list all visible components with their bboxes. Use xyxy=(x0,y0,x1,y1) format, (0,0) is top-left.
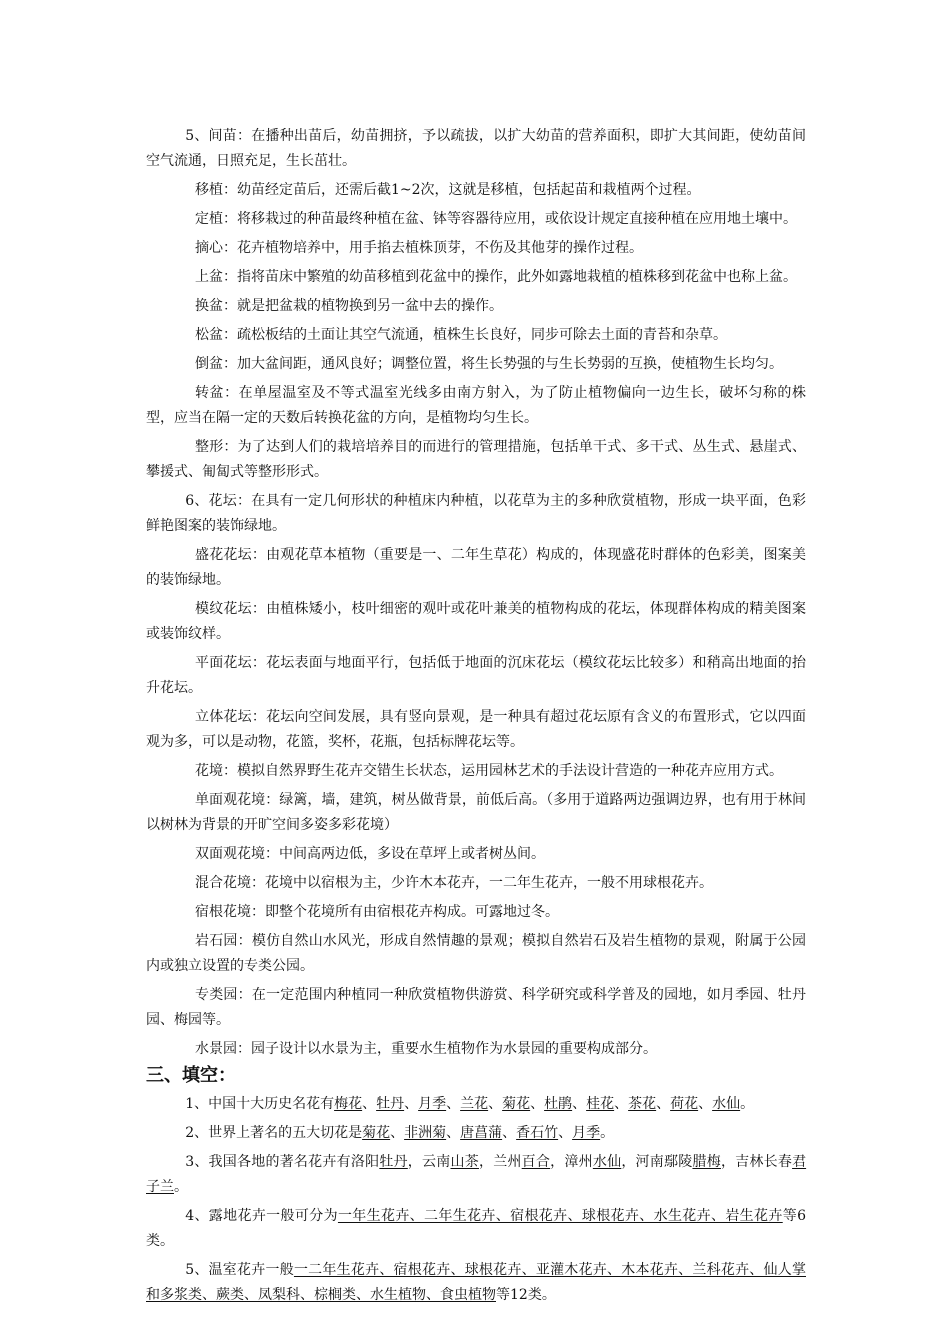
answer-blank: 君子兰 xyxy=(146,1154,807,1195)
answer-blank: 一二年生花卉、宿根花卉、球根花卉、亚灌木花卉、木本花卉、兰科花卉、仙人掌和多浆类、蕨类、凤梨科、棕榈类、水生植物、食虫植物 xyxy=(146,1262,806,1303)
term-zhengxing: 整形：为了达到人们的栽培培养目的而进行的管理措施，包括单干式、多干式、丛生式、悬崖式、攀援式、匍匐式等整形形式。 xyxy=(146,439,806,480)
answer-blank: 山茶 xyxy=(450,1154,479,1170)
answer-blank: 非洲菊 xyxy=(404,1125,447,1141)
fill-question-2: 2、世界上著名的五大切花是菊花、非洲菊、唐菖蒲、香石竹、月季。 xyxy=(185,1125,615,1141)
answer-blank: 一年生花卉、二年生花卉、宿根花卉、球根花卉、水生花卉、岩生花卉 xyxy=(337,1208,783,1224)
term-liti-huatan: 立体花坛：花坛向空间发展，具有竖向景观，是一种具有超过花坛原有含义的布置形式，它以四面观为多，可以是动物，花篮，奖杯，花瓶，包括标牌花坛等。 xyxy=(146,709,806,750)
term-huatan: 6、花坛：在具有一定几何形状的种植床内种植，以花草为主的多种欣赏植物，形成一块平面，色彩鲜艳图案的装饰绿地。 xyxy=(146,493,806,534)
question-text: 2、世界上著名的五大切花是 xyxy=(185,1125,363,1141)
term-mowen-huatan: 模纹花坛：由植株矮小，枝叶细密的观叶或花叶兼美的植物构成的花坛，体现群体构成的精美图案或装饰纹样。 xyxy=(146,601,806,642)
answer-blank: 水仙 xyxy=(712,1096,741,1112)
question-text: 。 xyxy=(174,1179,188,1195)
term-zhuanleiyuan: 专类园：在一定范围内种植同一种欣赏植物供游赏、科学研究或科学普及的园地，如月季园、牡丹园、梅园等。 xyxy=(146,987,806,1028)
answer-blank: 菊花 xyxy=(502,1096,531,1112)
answer-blank: 菊花 xyxy=(362,1125,391,1141)
answer-blank: 唐菖蒲 xyxy=(460,1125,503,1141)
term-songpen: 松盆：疏松板结的土面让其空气流通，植株生长良好，同步可除去土面的青苔和杂草。 xyxy=(195,327,727,343)
fill-question-1: 1、中国十大历史名花有梅花、牡丹、月季、兰花、菊花、杜鹃、桂花、茶花、荷花、水仙。 xyxy=(185,1096,755,1112)
answer-blank: 梅花 xyxy=(334,1096,363,1112)
answer-blank: 月季 xyxy=(418,1096,447,1112)
term-huajing: 花境：模拟自然界野生花卉交错生长状态，运用园林艺术的手法设计营造的一种花卉应用方式。 xyxy=(195,763,783,779)
term-shuangmian-huajing: 双面观花境：中间高两边低，多设在草坪上或者树丛间。 xyxy=(195,846,545,862)
term-shangpen: 上盆：指将苗床中繁殖的幼苗移植到花盆中的操作，此外如露地栽植的植株移到花盆中也称上盆。 xyxy=(195,269,797,285)
term-jianmiao: 5、间苗：在播种出苗后，幼苗拥挤，予以疏拔，以扩大幼苗的营养面积，即扩大其间距，使幼苗间空气流通，日照充足，生长茁壮。 xyxy=(146,128,806,169)
answer-blank: 兰花 xyxy=(460,1096,489,1112)
question-text: 等6类。 xyxy=(146,1208,806,1249)
term-yanshiyuan: 岩石园：模仿自然山水风光，形成自然情趣的景观；模拟自然岩石及岩生植物的景观，附属于公园内或独立设置的专类公园。 xyxy=(146,933,806,974)
term-danmian-huajing: 单面观花境：绿篱，墙，建筑，树丛做背景，前低后高。（多用于道路两边强调边界，也有用于林间以树林为背景的开旷空间多姿多彩花境） xyxy=(146,792,806,833)
answer-blank: 水仙 xyxy=(592,1154,622,1170)
term-yizhi: 移植：幼苗经定苗后，还需后截1~2次，这就是移植，包括起苗和栽植两个过程。 xyxy=(195,182,701,198)
question-text: ，云南 xyxy=(407,1154,451,1170)
term-zhuanpen: 转盆：在单屋温室及不等式温室光线多由南方射入，为了防止植物偏向一边生长，破坏匀称的株型，应当在隔一定的天数后转换花盆的方向，是植物均匀生长。 xyxy=(146,385,806,426)
answer-blank: 桂花 xyxy=(586,1096,615,1112)
fill-question-3 xyxy=(146,1150,806,1200)
answer-blank: 香石竹 xyxy=(516,1125,559,1141)
term-daopen: 倒盆：加大盆间距，通风良好；调整位置，将生长势强的与生长势弱的互换，使植物生长均匀。 xyxy=(195,356,783,372)
question-text: 。 xyxy=(600,1125,615,1141)
question-text: ，河南鄢陵 xyxy=(621,1154,693,1170)
answer-blank: 牡丹 xyxy=(376,1096,405,1112)
answer-blank: 腊梅 xyxy=(692,1154,721,1170)
answer-blank: 荷花 xyxy=(670,1096,699,1112)
question-text: 等12类。 xyxy=(496,1287,556,1303)
question-text: 3、我国各地的著名花卉有洛阳 xyxy=(185,1154,380,1170)
question-text: 4、露地花卉一般可分为 xyxy=(185,1208,338,1224)
question-text: ，吉林长春 xyxy=(720,1154,793,1170)
term-hunhe-huajing: 混合花境：花境中以宿根为主，少许木本花卉，一二年生花卉，一般不用球根花卉。 xyxy=(195,875,713,891)
question-text: 1、中国十大历史名花有 xyxy=(185,1096,335,1112)
document-body xyxy=(146,124,806,1308)
term-shuijingyuan: 水景园：园子设计以水景为主，重要水生植物作为水景园的重要构成部分。 xyxy=(195,1041,657,1057)
question-text: ，漳州 xyxy=(550,1154,593,1170)
term-zhaixin: 摘心：花卉植物培养中，用手掐去植株顶芽，不伤及其他芽的操作过程。 xyxy=(195,240,643,256)
question-text: ，兰州 xyxy=(478,1154,522,1170)
fill-question-4 xyxy=(146,1204,806,1254)
answer-blank: 百合 xyxy=(521,1154,551,1170)
term-huanpen: 换盆：就是把盆栽的植物换到另一盆中去的操作。 xyxy=(195,298,503,314)
answer-blank: 杜鹃 xyxy=(544,1096,573,1112)
answer-blank: 月季 xyxy=(572,1125,601,1141)
question-text: 5、温室花卉一般 xyxy=(185,1262,294,1278)
fill-question-5 xyxy=(146,1258,806,1308)
section-heading: 三、填空： xyxy=(146,1065,236,1086)
question-text: 。 xyxy=(740,1096,755,1112)
term-sugen-huajing: 宿根花境：即整个花境所有由宿根花卉构成。可露地过冬。 xyxy=(195,904,559,920)
term-shenghua-huatan: 盛花花坛：由观花草本植物（重要是一、二年生草花）构成的，体现盛花时群体的色彩美，图案美的装饰绿地。 xyxy=(146,547,806,588)
term-dingzhi: 定植：将移栽过的种苗最终种植在盆、钵等容器待应用，或依设计规定直接种植在应用地土壤中。 xyxy=(195,211,797,227)
term-pingmian-huatan: 平面花坛：花坛表面与地面平行，包括低于地面的沉床花坛（模纹花坛比较多）和稍高出地面的抬升花坛。 xyxy=(146,655,806,696)
answer-blank: 牡丹 xyxy=(379,1154,408,1170)
answer-blank: 茶花 xyxy=(628,1096,657,1112)
